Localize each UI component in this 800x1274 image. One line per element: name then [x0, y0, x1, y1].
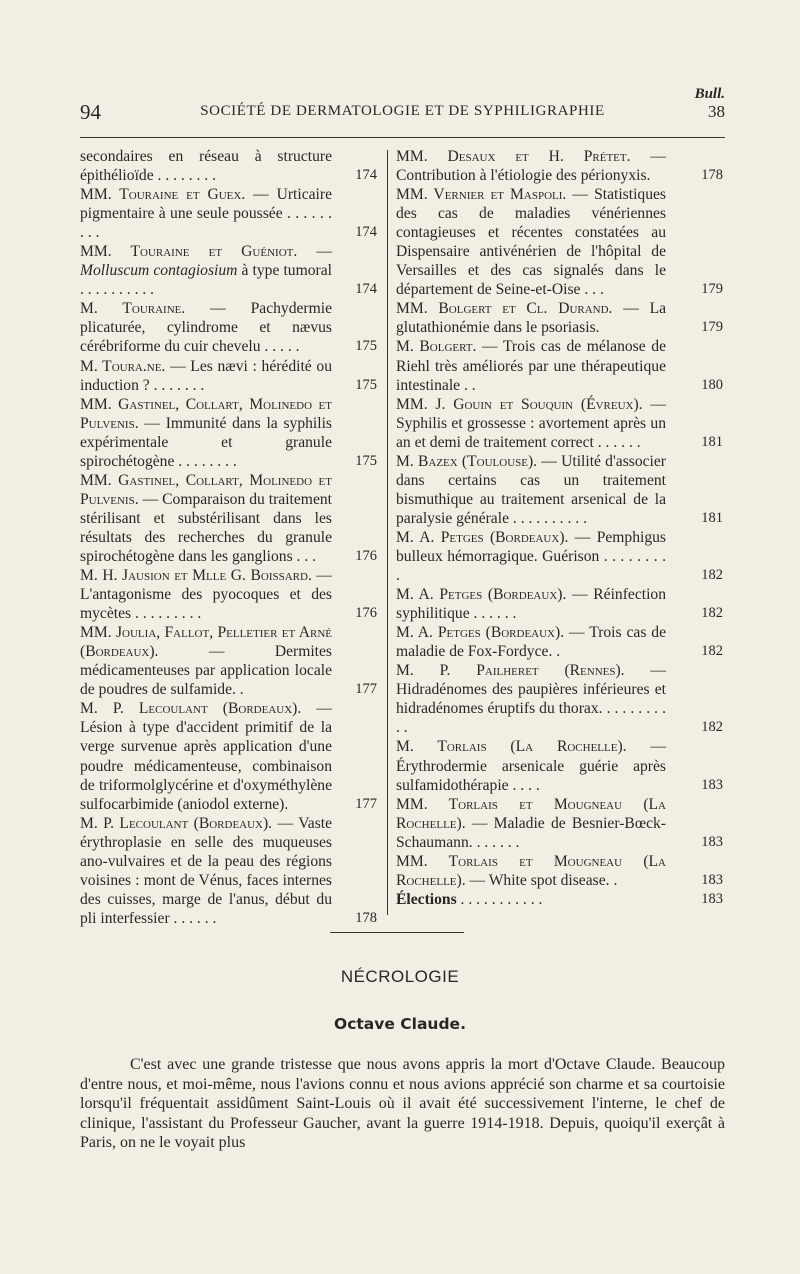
entry-authors: MM. Desaux et H. Prétet.	[396, 148, 631, 165]
journal-title: SOCIÉTÉ DE DERMATOLOGIE ET DE SYPHILIGRAPHIE	[200, 103, 605, 119]
entry-title: Urticaire pigmentaire à une seule poussée	[80, 186, 332, 223]
toc-entry: M. Toura.ne. — Les nævi : hérédité ou induction ? . . . . . . . 175	[80, 357, 377, 394]
entry-authors: M. Toura.ne.	[80, 357, 166, 375]
entry-page: 181	[701, 509, 723, 526]
toc-entry: MM. Torlais et Mougneau (La Rochelle). — White spot disease. . 183	[396, 852, 723, 889]
entry-authors: MM. Touraine et Guex.	[80, 186, 246, 204]
header-rule	[80, 137, 725, 138]
toc-entry: M. A. Petges (Bordeaux). — Pemphigus bulleux hémorragique. Guérison . . . . . . . . . 182	[396, 528, 723, 585]
necrology-paragraph: C'est avec une grande tristesse que nous avons appris la mort d'Octave Claude. Beaucoup d'entre nous, et moi-même, nous l'avions connu et nous avions apprécié son charme et sa courtoisie lorsqu'il fréquentait assidûment Saint-Louis où il avait été successivement l'interne, le chef de clinique, l'assistant du Professeur Gaucher, avant la guerre 1914-1918. Depuis, quoiqu'il exerçât à Paris, on ne le voyait plus	[80, 1056, 725, 1151]
entry-title: Pachydermie plicaturée, cylindrome et nævus cérébriforme du cuir chevelu	[80, 300, 332, 356]
entry-title: Hidradénomes des paupières inférieures et hidradénomes éruptifs du thorax	[396, 681, 666, 718]
entry-page: 179	[701, 281, 723, 298]
entry-title: à type tumoral	[241, 262, 332, 280]
toc-entry: MM. Gastinel, Collart, Molinedo et Pulvenis. — Comparaison du traitement stérilisant et substérilisant dans les résultats des recherches du granule spirochétogène dans les ganglions . . . 176	[80, 471, 377, 565]
toc-entry: MM. Touraine et Guéniot. — Molluscum contagiosium à type tumoral . . . . . . . . . . 174	[80, 243, 377, 299]
entry-authors: M. H. Jausion et Mlle G. Boissard.	[80, 567, 312, 585]
entry-page: 178	[701, 167, 723, 184]
toc-entry: M. H. Jausion et Mlle G. Boissard. — L'antagonisme des pyocoques et des mycètes . . . . . . . . . 176	[80, 567, 377, 623]
toc-entry: M. A. Petges (Bordeaux). — Trois cas de maladie de Fox-Fordyce. . 182	[396, 624, 723, 661]
entry-page: 180	[701, 376, 723, 393]
entry-authors: M. P. Lecoulant (Bordeaux).	[80, 814, 273, 832]
entry-title: Pemphigus bulleux hémorragique. Guérison	[396, 528, 666, 565]
entry-page: 174	[355, 167, 377, 184]
entry-page: 175	[355, 376, 377, 393]
necrology-heading: NÉCROLOGIE	[340, 967, 460, 986]
toc-entry: Élections . . . . . . . . . . . 183	[396, 890, 723, 908]
entry-authors: M. Touraine.	[80, 300, 186, 318]
toc-entry: secondaires en réseau à structure épithélioïde . . . . . . . . 174	[80, 148, 377, 185]
entry-title: Les nævi : hérédité ou induction ?	[80, 357, 333, 394]
entry-page: 175	[355, 338, 377, 355]
entry-page: 174	[355, 281, 377, 298]
entry-authors: MM. Vernier et Maspoli.	[396, 186, 567, 204]
entry-authors: M. P. Lecoulant (Bordeaux).	[80, 700, 302, 718]
toc-left-column	[80, 147, 377, 928]
entry-title: Contribution à l'étiologie des périonyxis	[396, 167, 647, 185]
entry-page: 174	[355, 224, 377, 241]
entry-title: Lésion à type d'accident primitif de la verge survenue après application d'une poudre médicamenteuse, combinaison de triformolglycérine et d'oxyméthylène sulfocarbimide (aniodol externe)	[80, 719, 332, 813]
entry-page: 182	[701, 719, 723, 736]
entry-page: 182	[701, 605, 723, 622]
entry-authors: M. A. Petges (Bordeaux).	[396, 528, 569, 546]
entry-page: 177	[355, 681, 377, 698]
toc-entry: MM. Gastinel, Collart, Molinedo et Pulvenis. — Immunité dans la syphilis expérimentale et granule spirochétogène . . . . . . . . 175	[80, 395, 377, 470]
toc-entry: M. A. Petges (Bordeaux). — Réinfection syphilitique . . . . . . 182	[396, 586, 723, 623]
entry-page: 183	[701, 890, 723, 907]
entry-authors: M. A. Petges (Bordeaux).	[396, 586, 567, 604]
entry-authors: MM. Bolgert et Cl. Durand.	[396, 300, 613, 318]
column-divider	[387, 150, 388, 915]
entry-title: Érythrodermie arsenicale guérie après sulfamidothérapie	[396, 757, 666, 794]
toc-entry: MM. Joulia, Fallot, Pelletier et Arné (Bordeaux). — Dermites médicamenteuses par application locale de poudres de sulfamide. . 177	[80, 624, 377, 699]
entry-title: Dermites médicamenteuses par application locale de poudres de sulfamide	[80, 643, 332, 699]
toc-entry: MM. J. Gouin et Souquin (Évreux). — Syphilis et grossesse : avortement après un an et demi de traitement correct . . . . . . 181	[396, 395, 723, 451]
entry-title: La glutathionémie dans le psoriasis	[396, 300, 667, 337]
entry-title: Statistiques des cas de maladies vénériennes contagieuses et récentes constatées au Dispensaire antivénérien de l'hôpital de Versailles et des cas signalés dans le département de Seine-et-Oise	[396, 186, 667, 299]
entry-page: 176	[355, 547, 377, 564]
toc-entry: M. Bazex (Toulouse). — Utilité d'associer dans certains cas un traitement bismuthique au traitement arsenical de la paralysie générale . . . . . . . . . . 181	[396, 452, 723, 527]
toc-entry: MM. Desaux et H. Prétet. — Contribution à l'étiologie des périonyxis. 178	[396, 148, 723, 185]
entry-page: 183	[701, 833, 723, 850]
entry-page: 183	[701, 871, 723, 888]
entry-page: 182	[701, 567, 723, 584]
toc-entry: M. Bolgert. — Trois cas de mélanose de Riehl très améliorés par une thérapeutique intestinale . . 180	[396, 338, 723, 394]
entry-title: Trois cas de maladie de Fox-Fordyce	[396, 624, 667, 661]
entry-title: White spot disease	[488, 871, 606, 889]
entry-page: 177	[355, 795, 377, 812]
toc-entry: M. P. Lecoulant (Bordeaux). — Lésion à type d'accident primitif de la verge survenue après application d'une poudre médicamenteuse, combinaison de triformolglycérine et d'oxyméthylène sulfocarbimide (aniodol externe). 177	[80, 700, 377, 813]
entry-title: Maladie de Besnier-Bœck-Schaumann	[396, 814, 666, 851]
toc-entry: MM. Bolgert et Cl. Durand. — La glutathionémie dans le psoriasis. 179	[396, 300, 723, 337]
toc-entry: M. P. Pailheret (Rennes). — Hidradénomes des paupières inférieures et hidradénomes éruptifs du thorax. . . . . . . . . . . 182	[396, 662, 723, 737]
entry-authors: MM. Touraine et Guéniot.	[80, 243, 298, 261]
entry-authors: MM. J. Gouin et Souquin (Évreux).	[396, 395, 643, 413]
entry-authors: MM. Gastinel, Collart, Molinedo et Pulvenis.	[80, 471, 332, 508]
toc-right-column	[396, 147, 723, 909]
toc-entry: M. P. Lecoulant (Bordeaux). — Vaste érythroplasie en selle des muqueuses ano-vulvaires et de la peau des régions voisines : mont de Vénus, faces internes des cuisses, marge de l'anus, début du pli interfessier . . . . . . 178	[80, 814, 377, 927]
entry-title: Élections	[396, 890, 457, 908]
entry-title: Comparaison du traitement stérilisant et substérilisant dans les résultats des recherches du granule spirochétogène dans les ganglions	[80, 490, 332, 565]
entry-page: 182	[701, 643, 723, 660]
bull-label: Bull.	[694, 86, 725, 102]
entry-authors: M. Torlais (La Rochelle).	[396, 738, 627, 756]
entry-authors: M. A. Petges (Bordeaux).	[396, 624, 565, 642]
entry-page: 176	[355, 605, 377, 622]
toc-entry: M. Touraine. — Pachydermie plicaturée, cylindrome et nævus cérébriforme du cuir chevelu . . . . . 175	[80, 300, 377, 356]
toc-entry: MM. Touraine et Guex. — Urticaire pigmentaire à une seule poussée . . . . . . . . . 174	[80, 186, 377, 242]
necrology-name: Octave Claude.	[334, 1015, 466, 1033]
entry-authors: MM. Gastinel, Collart, Molinedo et Pulvenis.	[80, 395, 332, 432]
entry-authors: M. Bazex (Toulouse).	[396, 452, 538, 470]
entry-authors: MM. Torlais et Mougneau (La Rochelle).	[396, 795, 666, 832]
entry-title: Immunité dans la syphilis expérimentale et granule spirochétogène	[80, 414, 332, 470]
entry-page: 179	[701, 319, 723, 336]
section-rule	[330, 932, 464, 933]
entry-authors: M. P. Pailheret (Rennes).	[396, 662, 625, 680]
entry-page: 178	[355, 909, 377, 926]
entry-title: Trois cas de mélanose de Riehl très améliorés par une thérapeutique intestinale	[396, 338, 667, 394]
entry-title: Réinfection syphilitique	[396, 586, 666, 623]
entry-page: 175	[355, 452, 377, 469]
entry-title: L'antagonisme des pyocoques et des mycètes	[80, 586, 332, 623]
entry-authors: MM. Joulia, Fallot, Pelletier et Arné (Bordeaux).	[80, 624, 332, 661]
entry-page: 183	[701, 776, 723, 793]
volume-number: 38	[708, 102, 725, 121]
entry-title: Vaste érythroplasie en selle des muqueuses ano-vulvaires et de la peau des régions voisines : mont de Vénus, faces internes des cuisses, marge de l'anus, début du pli interfessier	[80, 814, 333, 927]
entry-authors: MM. Torlais et Mougneau (La Rochelle).	[396, 852, 666, 889]
running-head	[80, 100, 725, 128]
toc-entry: MM. Torlais et Mougneau (La Rochelle). — Maladie de Besnier-Bœck-Schaumann. . . . . . . 183	[396, 795, 723, 851]
entry-page: 181	[701, 433, 723, 450]
entry-title: secondaires en réseau à structure épithélioïde	[80, 148, 332, 185]
toc-entry: MM. Vernier et Maspoli. — Statistiques des cas de maladies vénériennes contagieuses et récentes constatées au Dispensaire antivénérien de l'hôpital de Versailles et des cas signalés dans le département de Seine-et-Oise . . . 179	[396, 186, 723, 299]
page-number: 94	[80, 100, 101, 124]
toc-entry: M. Torlais (La Rochelle). — Érythrodermie arsenicale guérie après sulfamidothérapie . . . . 183	[396, 738, 723, 794]
entry-title: Utilité d'associer dans certains cas un traitement bismuthique au traitement arsenical de la paralysie générale	[396, 452, 667, 527]
entry-title-italic: Molluscum contagiosium	[80, 262, 238, 280]
entry-title: Syphilis et grossesse : avortement après un an et demi de traitement correct	[396, 414, 666, 451]
entry-authors: M. Bolgert.	[396, 338, 477, 356]
